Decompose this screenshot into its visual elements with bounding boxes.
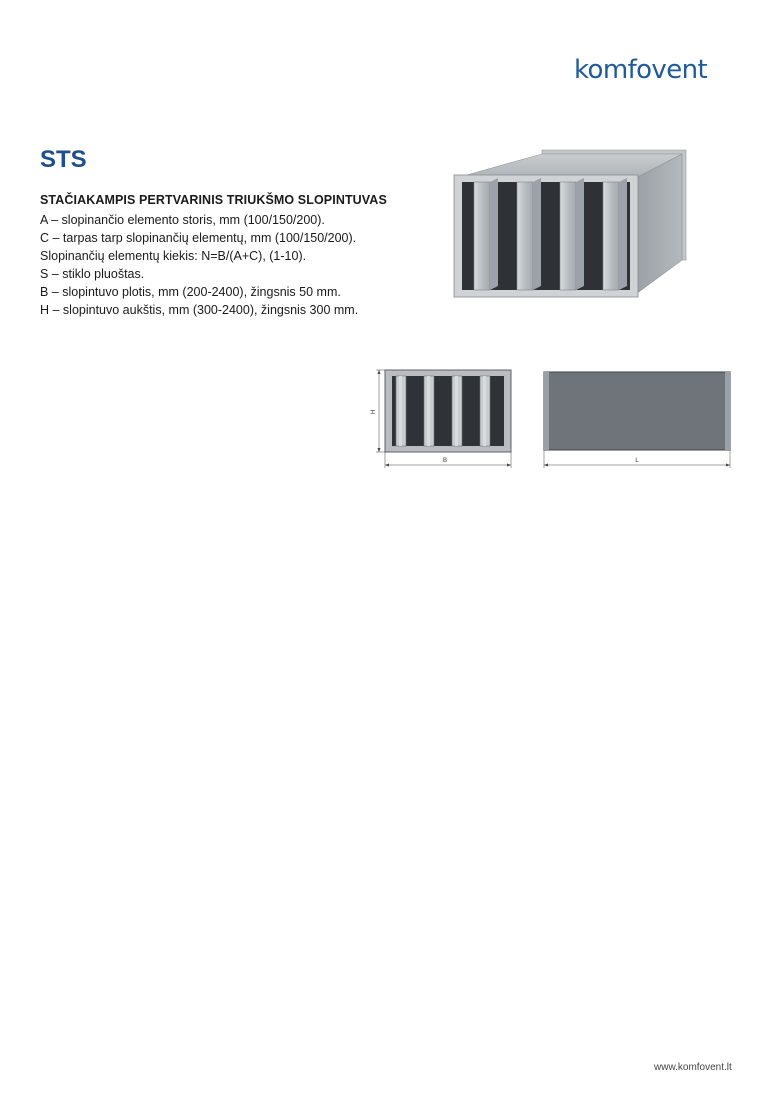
footer-website: www.komfovent.lt <box>654 1062 732 1073</box>
side-view-drawing <box>536 362 736 472</box>
product-subtitle: STAČIAKAMPIS PERTVARINIS TRIUKŠMO SLOPINTUVAS <box>40 193 387 207</box>
page-title: STS <box>40 146 87 173</box>
product-image <box>446 148 691 308</box>
spec-item: B – slopintuvo plotis, mm (200-2400), žingsnis 50 mm. <box>40 285 341 299</box>
spec-item: A – slopinančio elemento storis, mm (100/150/200). <box>40 213 325 227</box>
height-dimension-label: H <box>371 409 377 415</box>
spec-item: Slopinančių elementų kiekis: N=B/(A+C), (1-10). <box>40 249 307 263</box>
spec-list <box>40 211 358 319</box>
spec-item: H – slopintuvo aukštis, mm (300-2400), žingsnis 300 mm. <box>40 303 359 317</box>
length-dimension-label: L <box>635 458 639 464</box>
front-view-drawing <box>365 362 515 472</box>
spec-item: C – tarpas tarp slopinančių elementų, mm (100/150/200). <box>40 231 357 245</box>
brand-logo: komfovent <box>574 55 708 85</box>
width-dimension-label: B <box>442 458 448 464</box>
spec-item: S – stiklo pluoštas. <box>40 267 145 281</box>
